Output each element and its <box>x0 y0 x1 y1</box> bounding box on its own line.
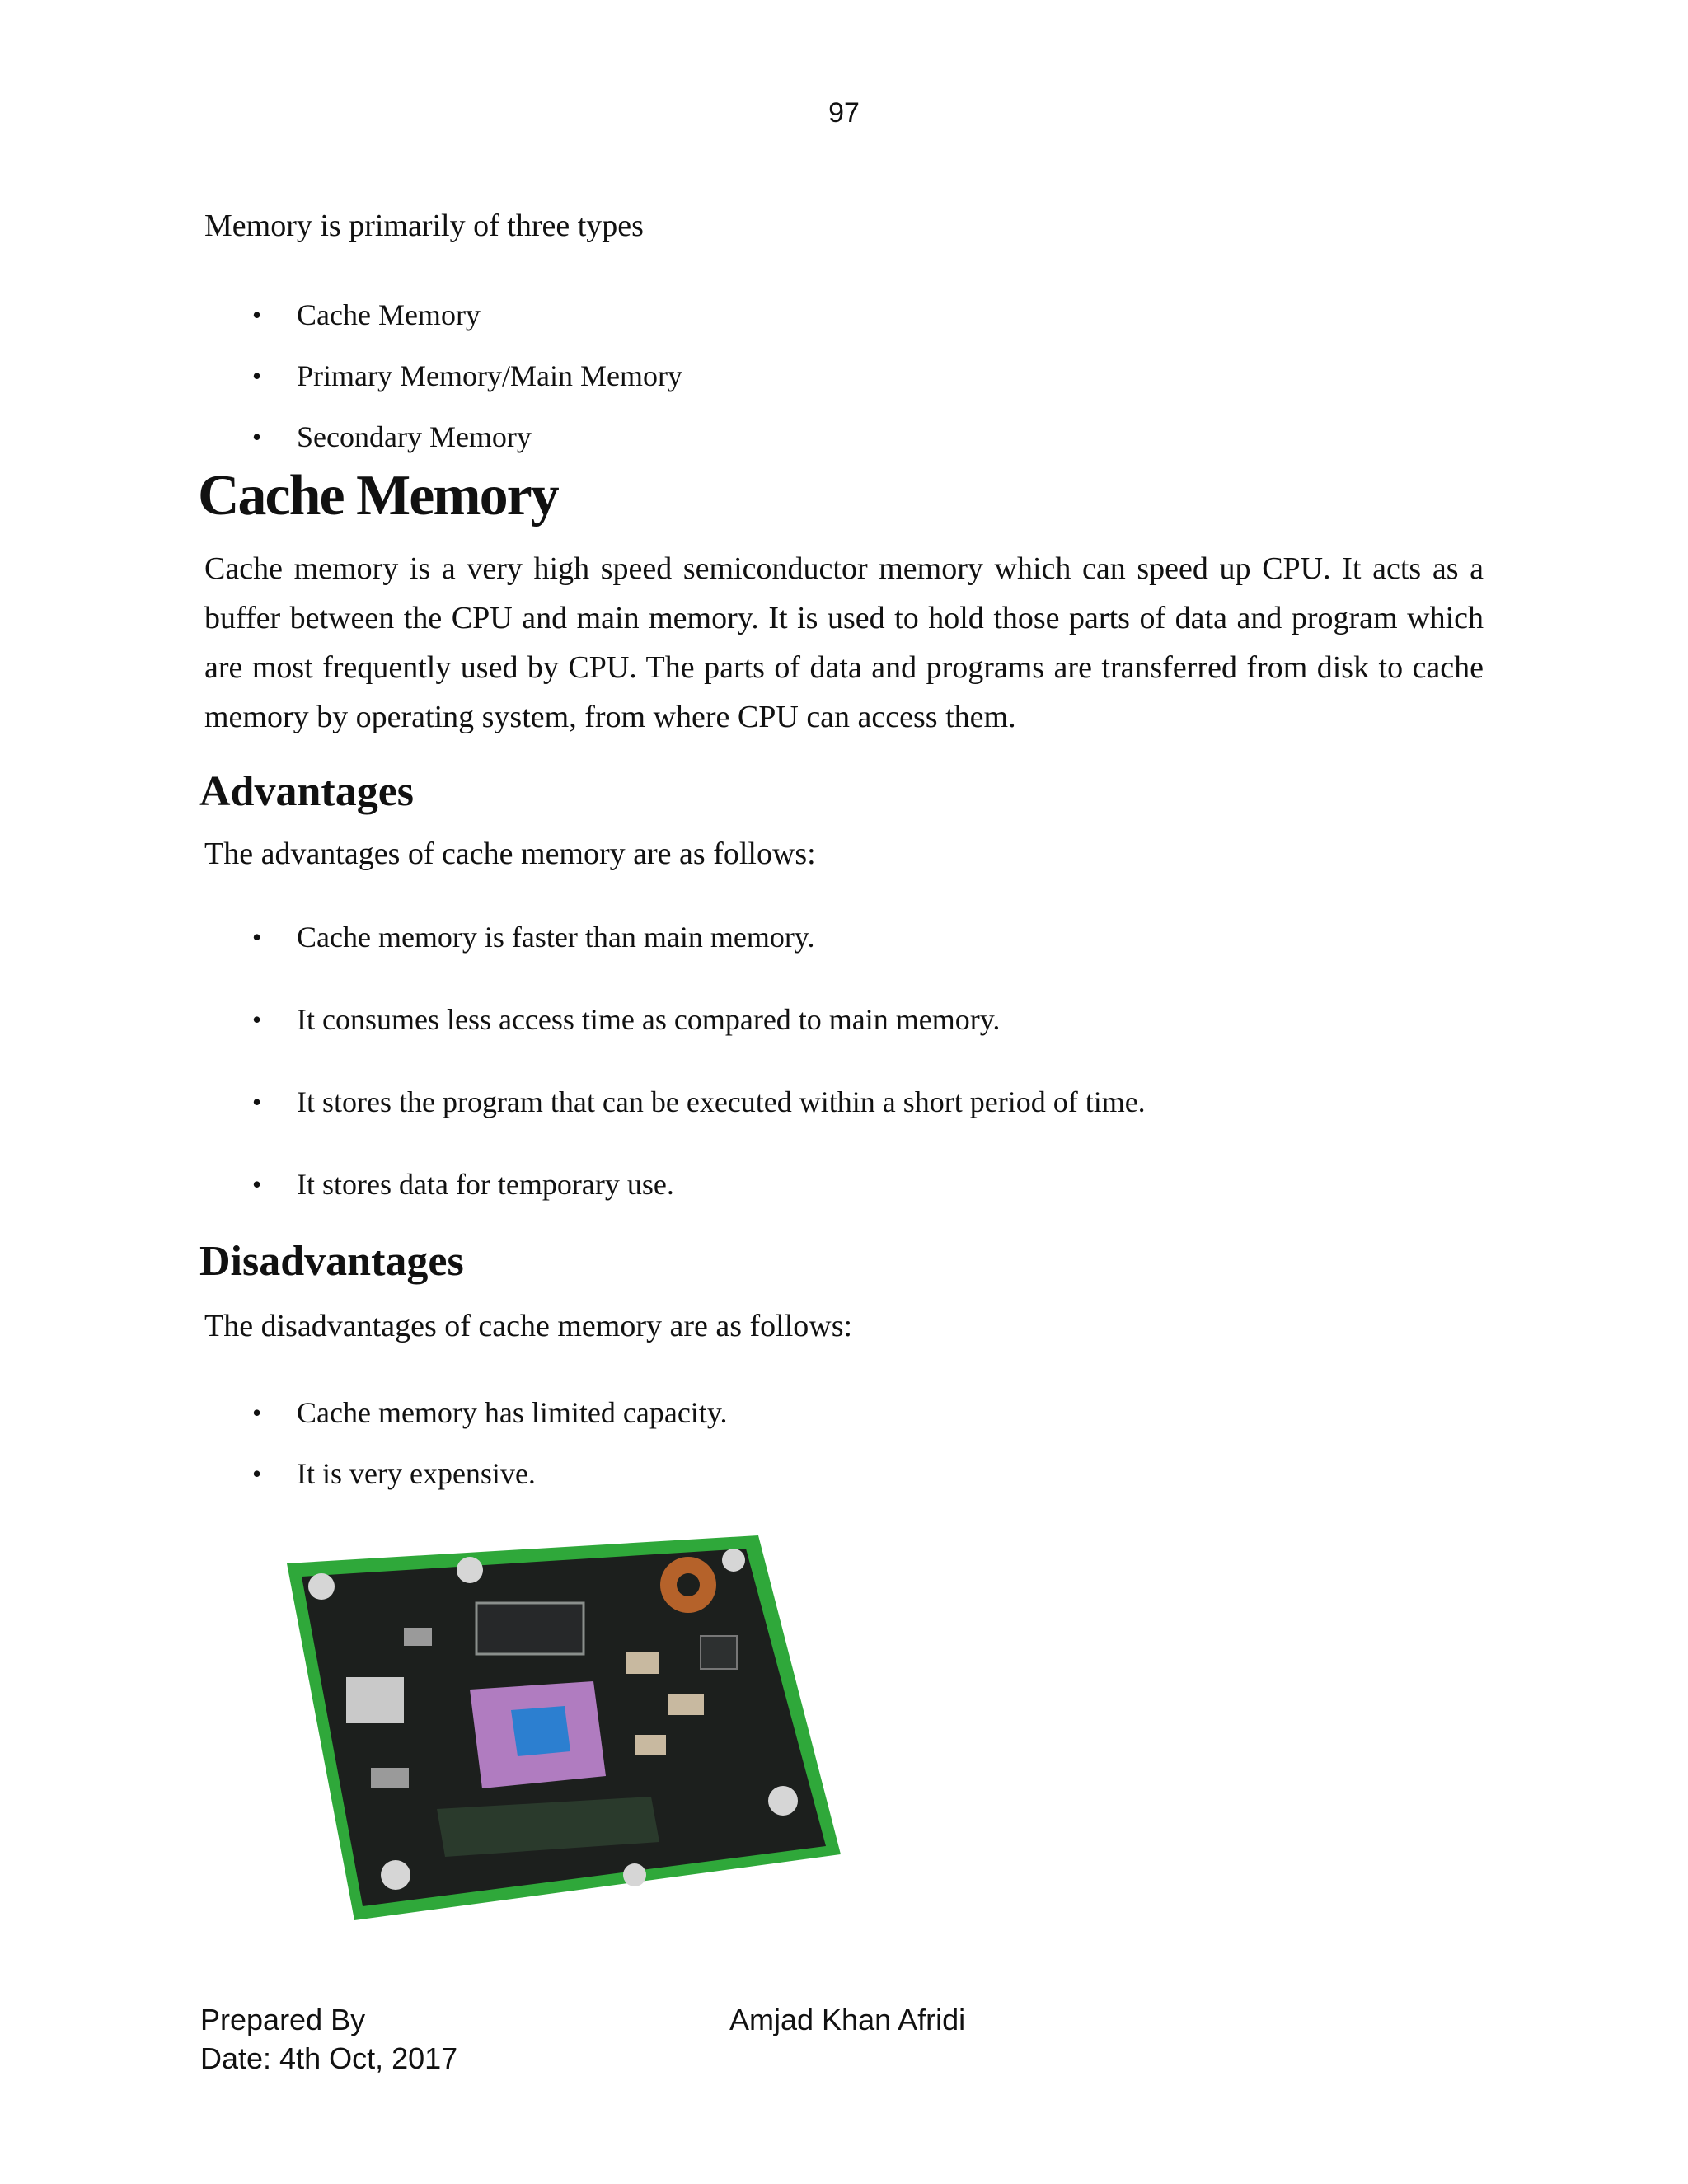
list-item: • Cache memory is faster than main memory. <box>239 919 1146 1001</box>
list-item: • Cache memory has limited capacity. <box>239 1394 727 1455</box>
regulator-component <box>346 1677 404 1723</box>
mounting-hole <box>381 1860 410 1890</box>
list-item: • It is very expensive. <box>239 1455 727 1516</box>
mounting-hole <box>722 1549 745 1572</box>
disadvantages-list <box>239 1394 727 1516</box>
disadvantages-heading: Disadvantages <box>199 1238 464 1285</box>
page-number: 97 <box>828 97 860 129</box>
memory-types-list <box>239 297 682 480</box>
qfp-chip <box>476 1603 584 1654</box>
mounting-hole <box>768 1786 798 1816</box>
cache-memory-board-image <box>272 1529 865 1941</box>
intro-text: Memory is primarily of three types <box>204 209 644 243</box>
mounting-hole <box>308 1573 335 1600</box>
mounting-hole <box>623 1863 646 1886</box>
list-item: • Primary Memory/Main Memory <box>239 358 682 419</box>
list-item: • It consumes less access time as compared to main memory. <box>239 1001 1146 1084</box>
list-item: • Cache Memory <box>239 297 682 358</box>
list-item: • It stores data for temporary use. <box>239 1166 1146 1249</box>
footer-author: Amjad Khan Afridi <box>729 2003 966 2036</box>
disadvantages-intro: The disadvantages of cache memory are as follows: <box>204 1309 853 1343</box>
cpu-die <box>511 1706 570 1756</box>
list-item: • It stores the program that can be executed within a short period of time. <box>239 1084 1146 1166</box>
circuit-board-illustration <box>272 1529 865 1941</box>
advantages-list <box>239 919 1146 1249</box>
cache-memory-paragraph: Cache memory is a very high speed semiconductor memory which can speed up CPU. It acts as a buffer between the CPU and main memory. It is used to hold those parts of data and program which are most frequently used by CPU. The parts of data and programs are transferred from disk to cache memory by operating system, from where CPU can access them. <box>204 551 1484 734</box>
list-item: • Secondary Memory <box>239 419 682 480</box>
advantages-heading: Advantages <box>199 768 415 815</box>
cache-memory-heading: Cache Memory <box>198 464 558 527</box>
advantages-intro: The advantages of cache memory are as follows: <box>204 837 816 871</box>
footer-date: Date: 4th Oct, 2017 <box>200 2041 458 2075</box>
mounting-hole <box>457 1557 483 1583</box>
footer-prepared-by: Prepared By <box>200 2003 366 2036</box>
